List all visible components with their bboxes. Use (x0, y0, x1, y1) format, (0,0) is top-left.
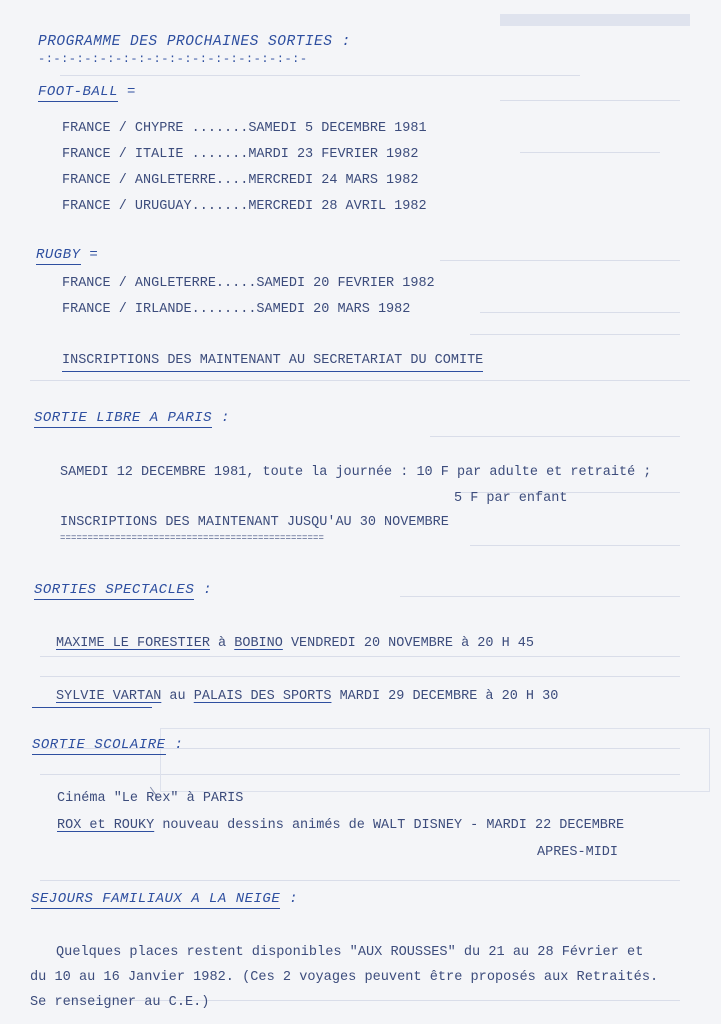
rugby-inscriptions: INSCRIPTIONS DES MAINTENANT AU SECRETARIAT DU COMITE (62, 353, 483, 372)
football-heading-suffix: = (127, 84, 136, 100)
spectacles-heading: SORTIES SPECTACLES (34, 582, 195, 598)
scolaire-heading: SORTIE SCOLAIRE (32, 737, 166, 753)
scolaire-line-2-rest: nouveau dessins animés de WALT DISNEY - MARDI 22 DECEMBRE (154, 818, 625, 833)
spectacle-artist: SYLVIE VARTAN (56, 689, 162, 704)
sortie-libre-line-2: 5 F par enfant (454, 491, 568, 506)
rugby-heading-row (36, 247, 98, 263)
football-match: FRANCE / CHYPRE .......SAMEDI 5 DECEMBRE 1981 (62, 121, 427, 136)
spectacle-venue: PALAIS DES SPORTS (193, 689, 332, 704)
rugby-match: FRANCE / ANGLETERRE.....SAMEDI 20 FEVRIER 1982 (62, 276, 435, 291)
scolaire-heading-row (32, 737, 183, 753)
sortie-libre-line-1: SAMEDI 12 DECEMBRE 1981, toute la journée : 10 F par adulte et retraité ; (60, 465, 652, 480)
sejours-line-1: Quelques places restent disponibles "AUX ROUSSES" du 21 au 28 Février et (56, 945, 644, 960)
rugby-heading-suffix: = (89, 247, 99, 263)
spectacle-item (56, 689, 558, 704)
sejours-heading-row (31, 891, 298, 907)
spectacle-artist: MAXIME LE FORESTIER (56, 636, 210, 651)
spectacle-venue: BOBINO (234, 636, 283, 651)
scolaire-line-1: Cinéma "Le Rex" à PARIS (57, 791, 244, 806)
equals-underline: ================================================ (60, 533, 325, 543)
football-match: FRANCE / ANGLETERRE....MERCREDI 24 MARS 1982 (62, 173, 419, 188)
title-decoration: -:-:-:-:-:-:-:-:-:-:-:-:-:-:-:-:-:- (38, 52, 308, 66)
football-match: FRANCE / ITALIE .......MARDI 23 FEVRIER 1982 (62, 147, 419, 162)
sortie-libre-inscriptions: INSCRIPTIONS DES MAINTENANT JUSQU'AU 30 NOVEMBRE (60, 515, 449, 530)
football-heading-row (38, 84, 136, 100)
sejours-line-2: du 10 au 16 Janvier 1982. (Ces 2 voyages peuvent être proposés aux Retraités. (30, 970, 659, 985)
sortie-libre-heading-suffix: : (220, 410, 230, 426)
scolaire-line-2 (57, 818, 624, 833)
sejours-line-3: Se renseigner au C.E.) (30, 995, 210, 1010)
page-title: PROGRAMME DES PROCHAINES SORTIES : (38, 34, 351, 50)
scolaire-heading-suffix: : (174, 737, 184, 753)
rugby-heading: RUGBY (36, 247, 81, 263)
rugby-match: FRANCE / IRLANDE........SAMEDI 20 MARS 1982 (62, 302, 411, 317)
spectacle-preposition: à (209, 636, 235, 651)
sejours-heading: SEJOURS FAMILIAUX A LA NEIGE (31, 891, 281, 907)
film-title: ROX et ROUKY (57, 818, 155, 833)
sortie-libre-heading: SORTIE LIBRE A PARIS (34, 410, 213, 426)
football-heading: FOOT-BALL (38, 84, 119, 100)
spectacles-heading-suffix: : (203, 582, 213, 598)
sejours-heading-suffix: : (289, 891, 299, 907)
spectacle-date: VENDREDI 20 NOVEMBRE à 20 H 45 (282, 636, 535, 651)
spectacle-item (56, 636, 534, 651)
spectacle-underline-mark (32, 707, 152, 708)
spectacle-preposition: au (161, 689, 194, 704)
spectacle-date: MARDI 29 DECEMBRE à 20 H 30 (331, 689, 559, 704)
spectacles-heading-row (34, 582, 212, 598)
sortie-libre-heading-row (34, 410, 230, 426)
football-match: FRANCE / URUGUAY.......MERCREDI 28 AVRIL 1982 (62, 199, 427, 214)
scolaire-line-3: APRES-MIDI (537, 845, 619, 860)
